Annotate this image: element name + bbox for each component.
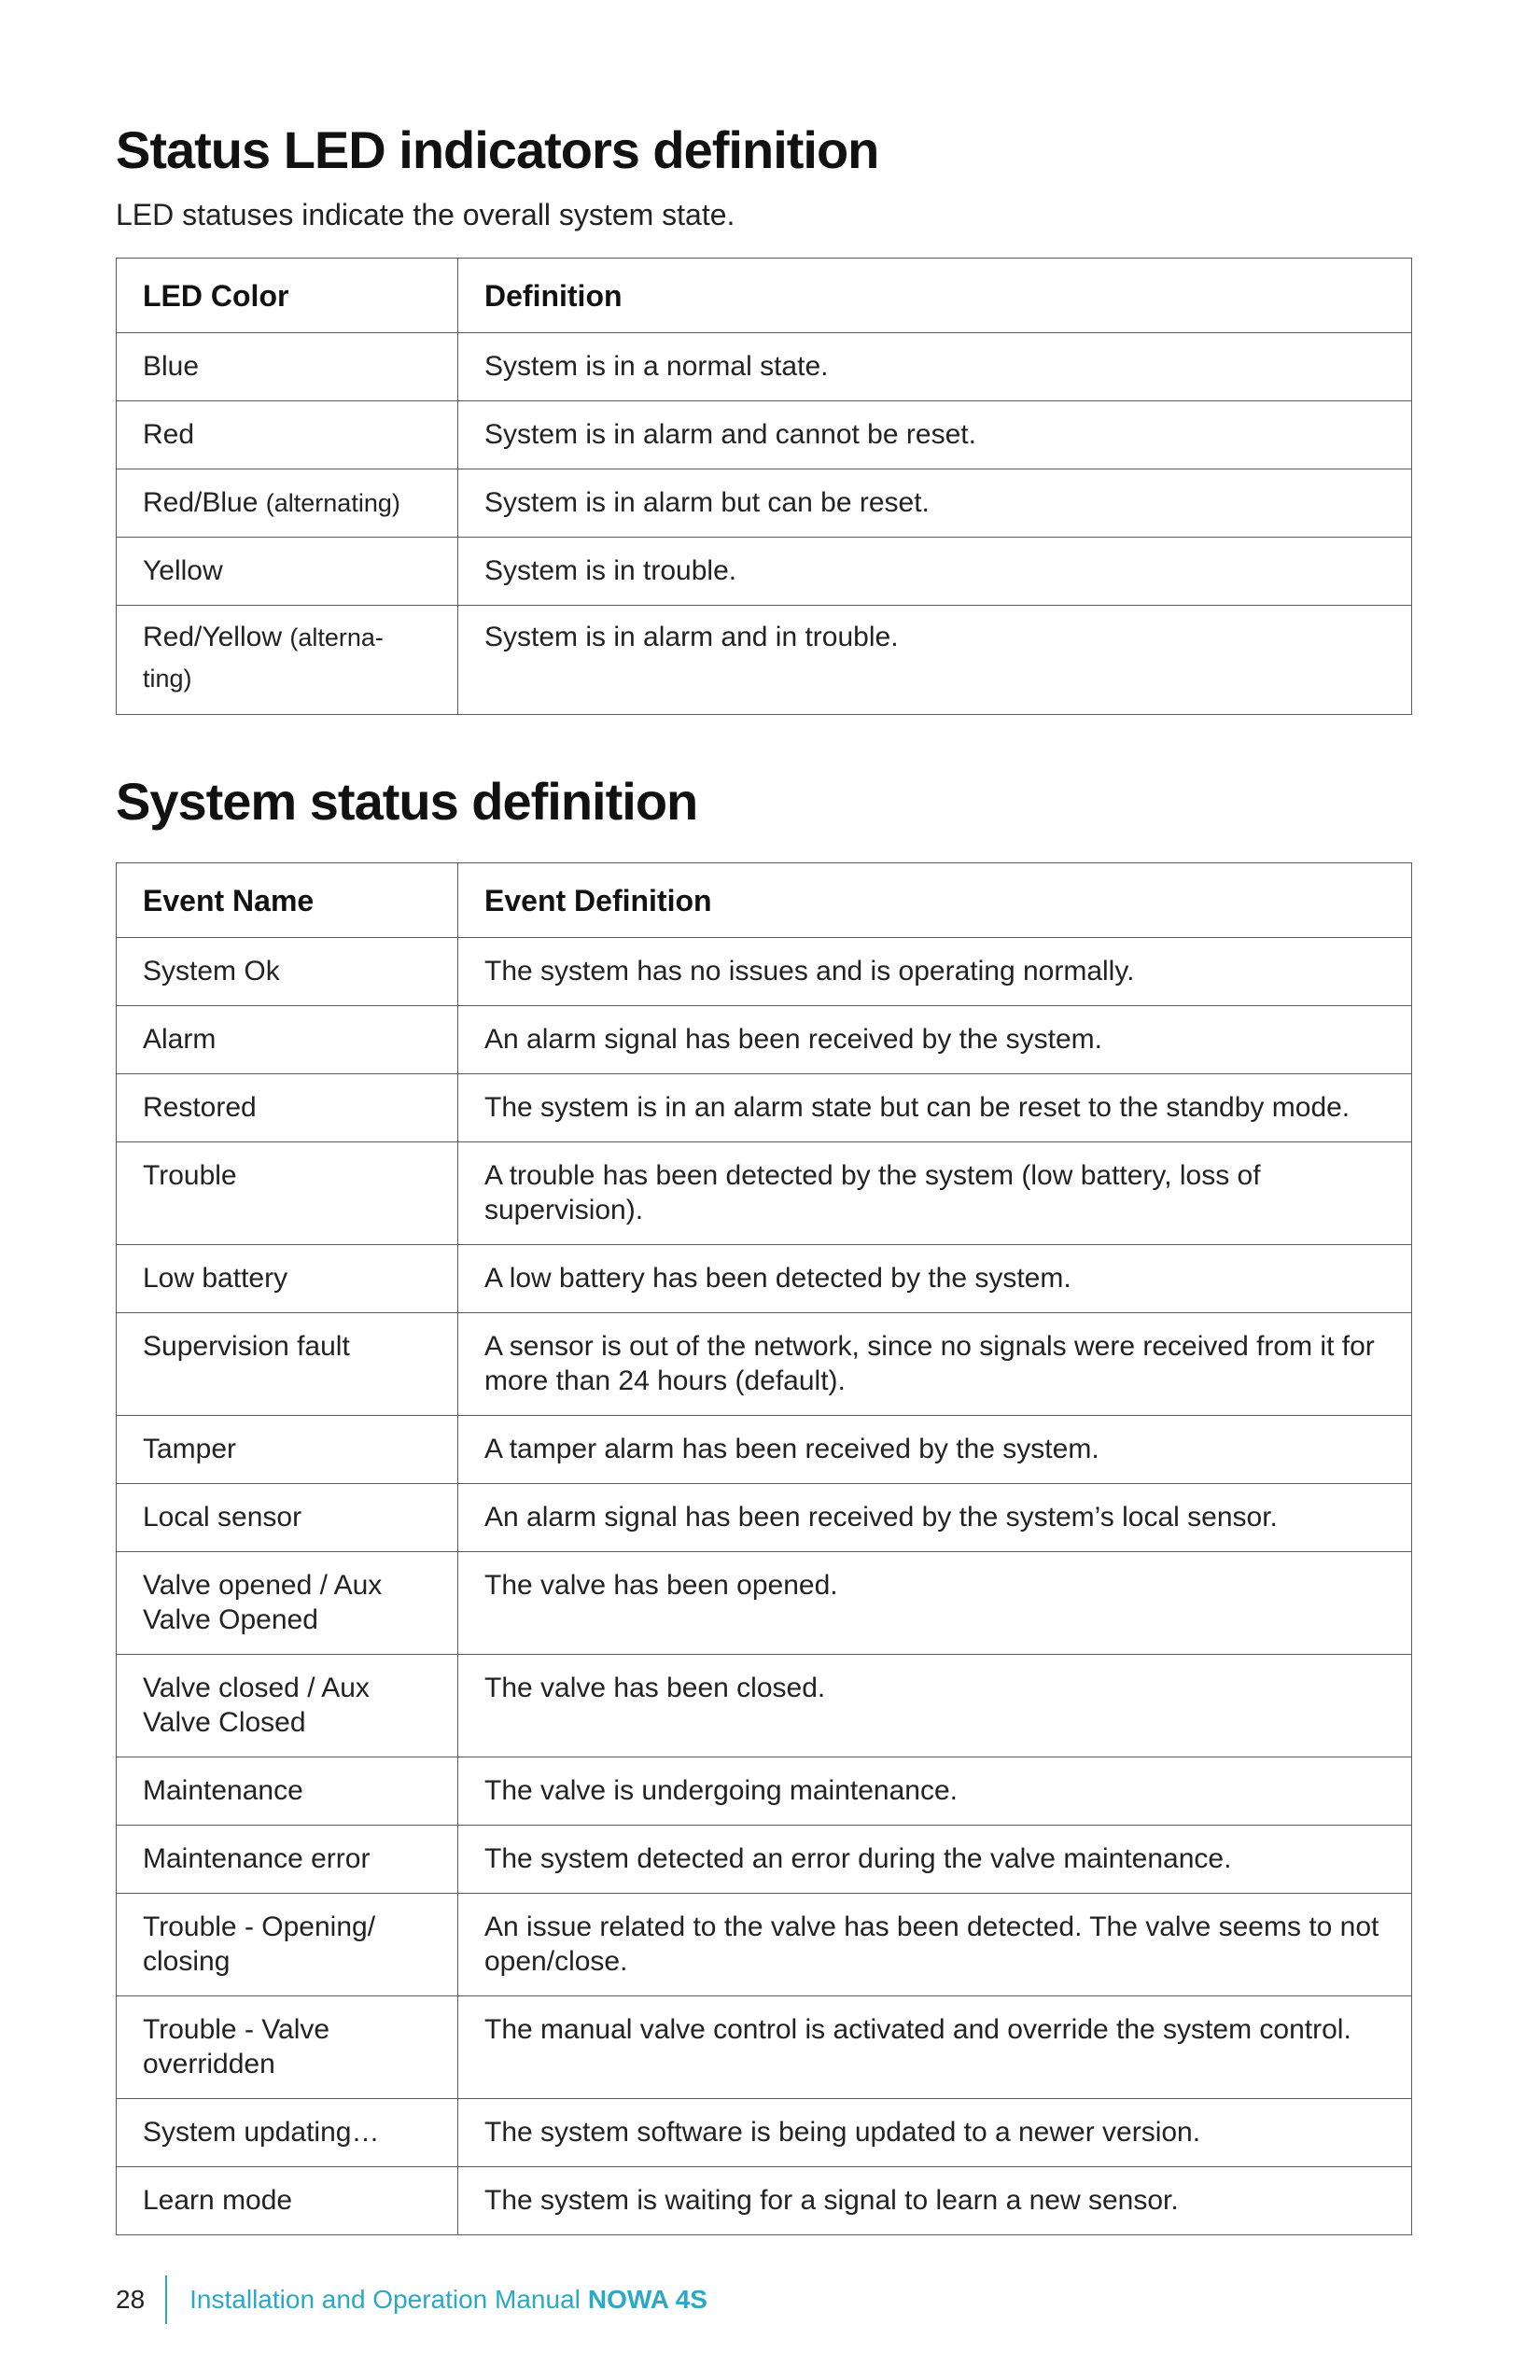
- event-name-cell: Valve closed / Aux Valve Closed: [117, 1655, 458, 1757]
- event-definition-cell: The valve is undergoing maintenance.: [458, 1757, 1412, 1826]
- event-name-cell: Tamper: [117, 1416, 458, 1484]
- table-row: [117, 1416, 1412, 1484]
- event-name-cell: Trouble - Valve overridden: [117, 1996, 458, 2099]
- page-number: 28: [116, 2285, 146, 2314]
- event-definition-cell: An issue related to the valve has been detected. The valve seems to not open/close.: [458, 1894, 1412, 1996]
- event-definition-cell: An alarm signal has been received by the system’s local sensor.: [458, 1484, 1412, 1552]
- table-row: [117, 2099, 1412, 2167]
- event-definition-cell: A tamper alarm has been received by the system.: [458, 1416, 1412, 1484]
- event-definition-cell: A sensor is out of the network, since no signals were received from it for more than 24 hours (default).: [458, 1313, 1412, 1416]
- event-name-cell: Local sensor: [117, 1484, 458, 1552]
- footer-divider: [165, 2275, 167, 2324]
- table-row: [117, 606, 1412, 715]
- event-definition-cell: A trouble has been detected by the system (low battery, loss of supervision).: [458, 1142, 1412, 1245]
- table-header-row: [117, 259, 1412, 333]
- table-row: [117, 938, 1412, 1006]
- table-row: [117, 1996, 1412, 2099]
- table-row: [117, 538, 1412, 606]
- led-definition-cell: System is in alarm and cannot be reset.: [458, 401, 1412, 469]
- system-status-table: [116, 862, 1412, 2235]
- table-row: [117, 1313, 1412, 1416]
- event-definition-cell: The manual valve control is activated and override the system control.: [458, 1996, 1412, 2099]
- table-row: [117, 1484, 1412, 1552]
- table-header-row: [117, 863, 1412, 938]
- header-definition: Definition: [458, 259, 1412, 333]
- event-name-cell: System updating…: [117, 2099, 458, 2167]
- event-definition-cell: The system is in an alarm state but can be reset to the standby mode.: [458, 1074, 1412, 1142]
- led-definition-cell: System is in trouble.: [458, 538, 1412, 606]
- event-definition-cell: A low battery has been detected by the system.: [458, 1245, 1412, 1313]
- led-color-cell: [117, 538, 458, 606]
- event-name-cell: Low battery: [117, 1245, 458, 1313]
- event-name-cell: Maintenance error: [117, 1826, 458, 1894]
- table-row: [117, 333, 1412, 401]
- led-color: Red: [143, 419, 195, 450]
- led-color: Yellow: [143, 555, 223, 586]
- event-definition-cell: The system has no issues and is operating normally.: [458, 938, 1412, 1006]
- table-row: [117, 1757, 1412, 1826]
- page-footer: [116, 2274, 707, 2326]
- table-row: [117, 469, 1412, 538]
- event-name-cell: Valve opened / Aux Valve Opened: [117, 1552, 458, 1655]
- led-definition-cell: System is in alarm and in trouble.: [458, 606, 1412, 715]
- led-color-cell: [117, 469, 458, 538]
- led-color: Red/Blue: [143, 487, 259, 518]
- event-name-cell: Learn mode: [117, 2167, 458, 2235]
- led-color: Blue: [143, 351, 200, 382]
- led-definition-cell: System is in alarm but can be reset.: [458, 469, 1412, 538]
- table-row: [117, 1245, 1412, 1313]
- event-definition-cell: The system software is being updated to a newer version.: [458, 2099, 1412, 2167]
- led-section-intro: LED statuses indicate the overall system state.: [116, 198, 735, 231]
- led-color-note: (alterna-ting): [143, 623, 384, 693]
- table-row: [117, 1006, 1412, 1074]
- table-row: [117, 1826, 1412, 1894]
- event-definition-cell: The system is waiting for a signal to learn a new sensor.: [458, 2167, 1412, 2235]
- table-row: [117, 1655, 1412, 1757]
- table-row: [117, 1552, 1412, 1655]
- event-name-cell: Trouble - Opening/ closing: [117, 1894, 458, 1996]
- table-row: [117, 401, 1412, 469]
- led-color-cell: [117, 401, 458, 469]
- manual-label: Installation and Operation Manual: [189, 2285, 581, 2314]
- event-definition-cell: The valve has been opened.: [458, 1552, 1412, 1655]
- led-color-note: (alternating): [265, 489, 400, 517]
- table-row: [117, 1894, 1412, 1996]
- system-section-title: System status definition: [116, 772, 698, 831]
- led-color-cell: [117, 333, 458, 401]
- table-row: [117, 2167, 1412, 2235]
- header-event-name: Event Name: [117, 863, 458, 938]
- brand-name: NOWA 4S: [587, 2285, 707, 2314]
- event-name-cell: Restored: [117, 1074, 458, 1142]
- led-color: Red/Yellow: [143, 622, 282, 652]
- header-led-color: LED Color: [117, 259, 458, 333]
- led-color-cell: [117, 606, 458, 715]
- led-definition-cell: System is in a normal state.: [458, 333, 1412, 401]
- led-section-title: Status LED indicators definition: [116, 120, 879, 179]
- event-definition-cell: The valve has been closed.: [458, 1655, 1412, 1757]
- event-definition-cell: An alarm signal has been received by the system.: [458, 1006, 1412, 1074]
- table-row: [117, 1074, 1412, 1142]
- event-name-cell: Trouble: [117, 1142, 458, 1245]
- event-name-cell: Alarm: [117, 1006, 458, 1074]
- led-status-table: [116, 258, 1412, 715]
- table-row: [117, 1142, 1412, 1245]
- event-definition-cell: The system detected an error during the valve maintenance.: [458, 1826, 1412, 1894]
- header-event-definition: Event Definition: [458, 863, 1412, 938]
- event-name-cell: Supervision fault: [117, 1313, 458, 1416]
- event-name-cell: Maintenance: [117, 1757, 458, 1826]
- event-name-cell: System Ok: [117, 938, 458, 1006]
